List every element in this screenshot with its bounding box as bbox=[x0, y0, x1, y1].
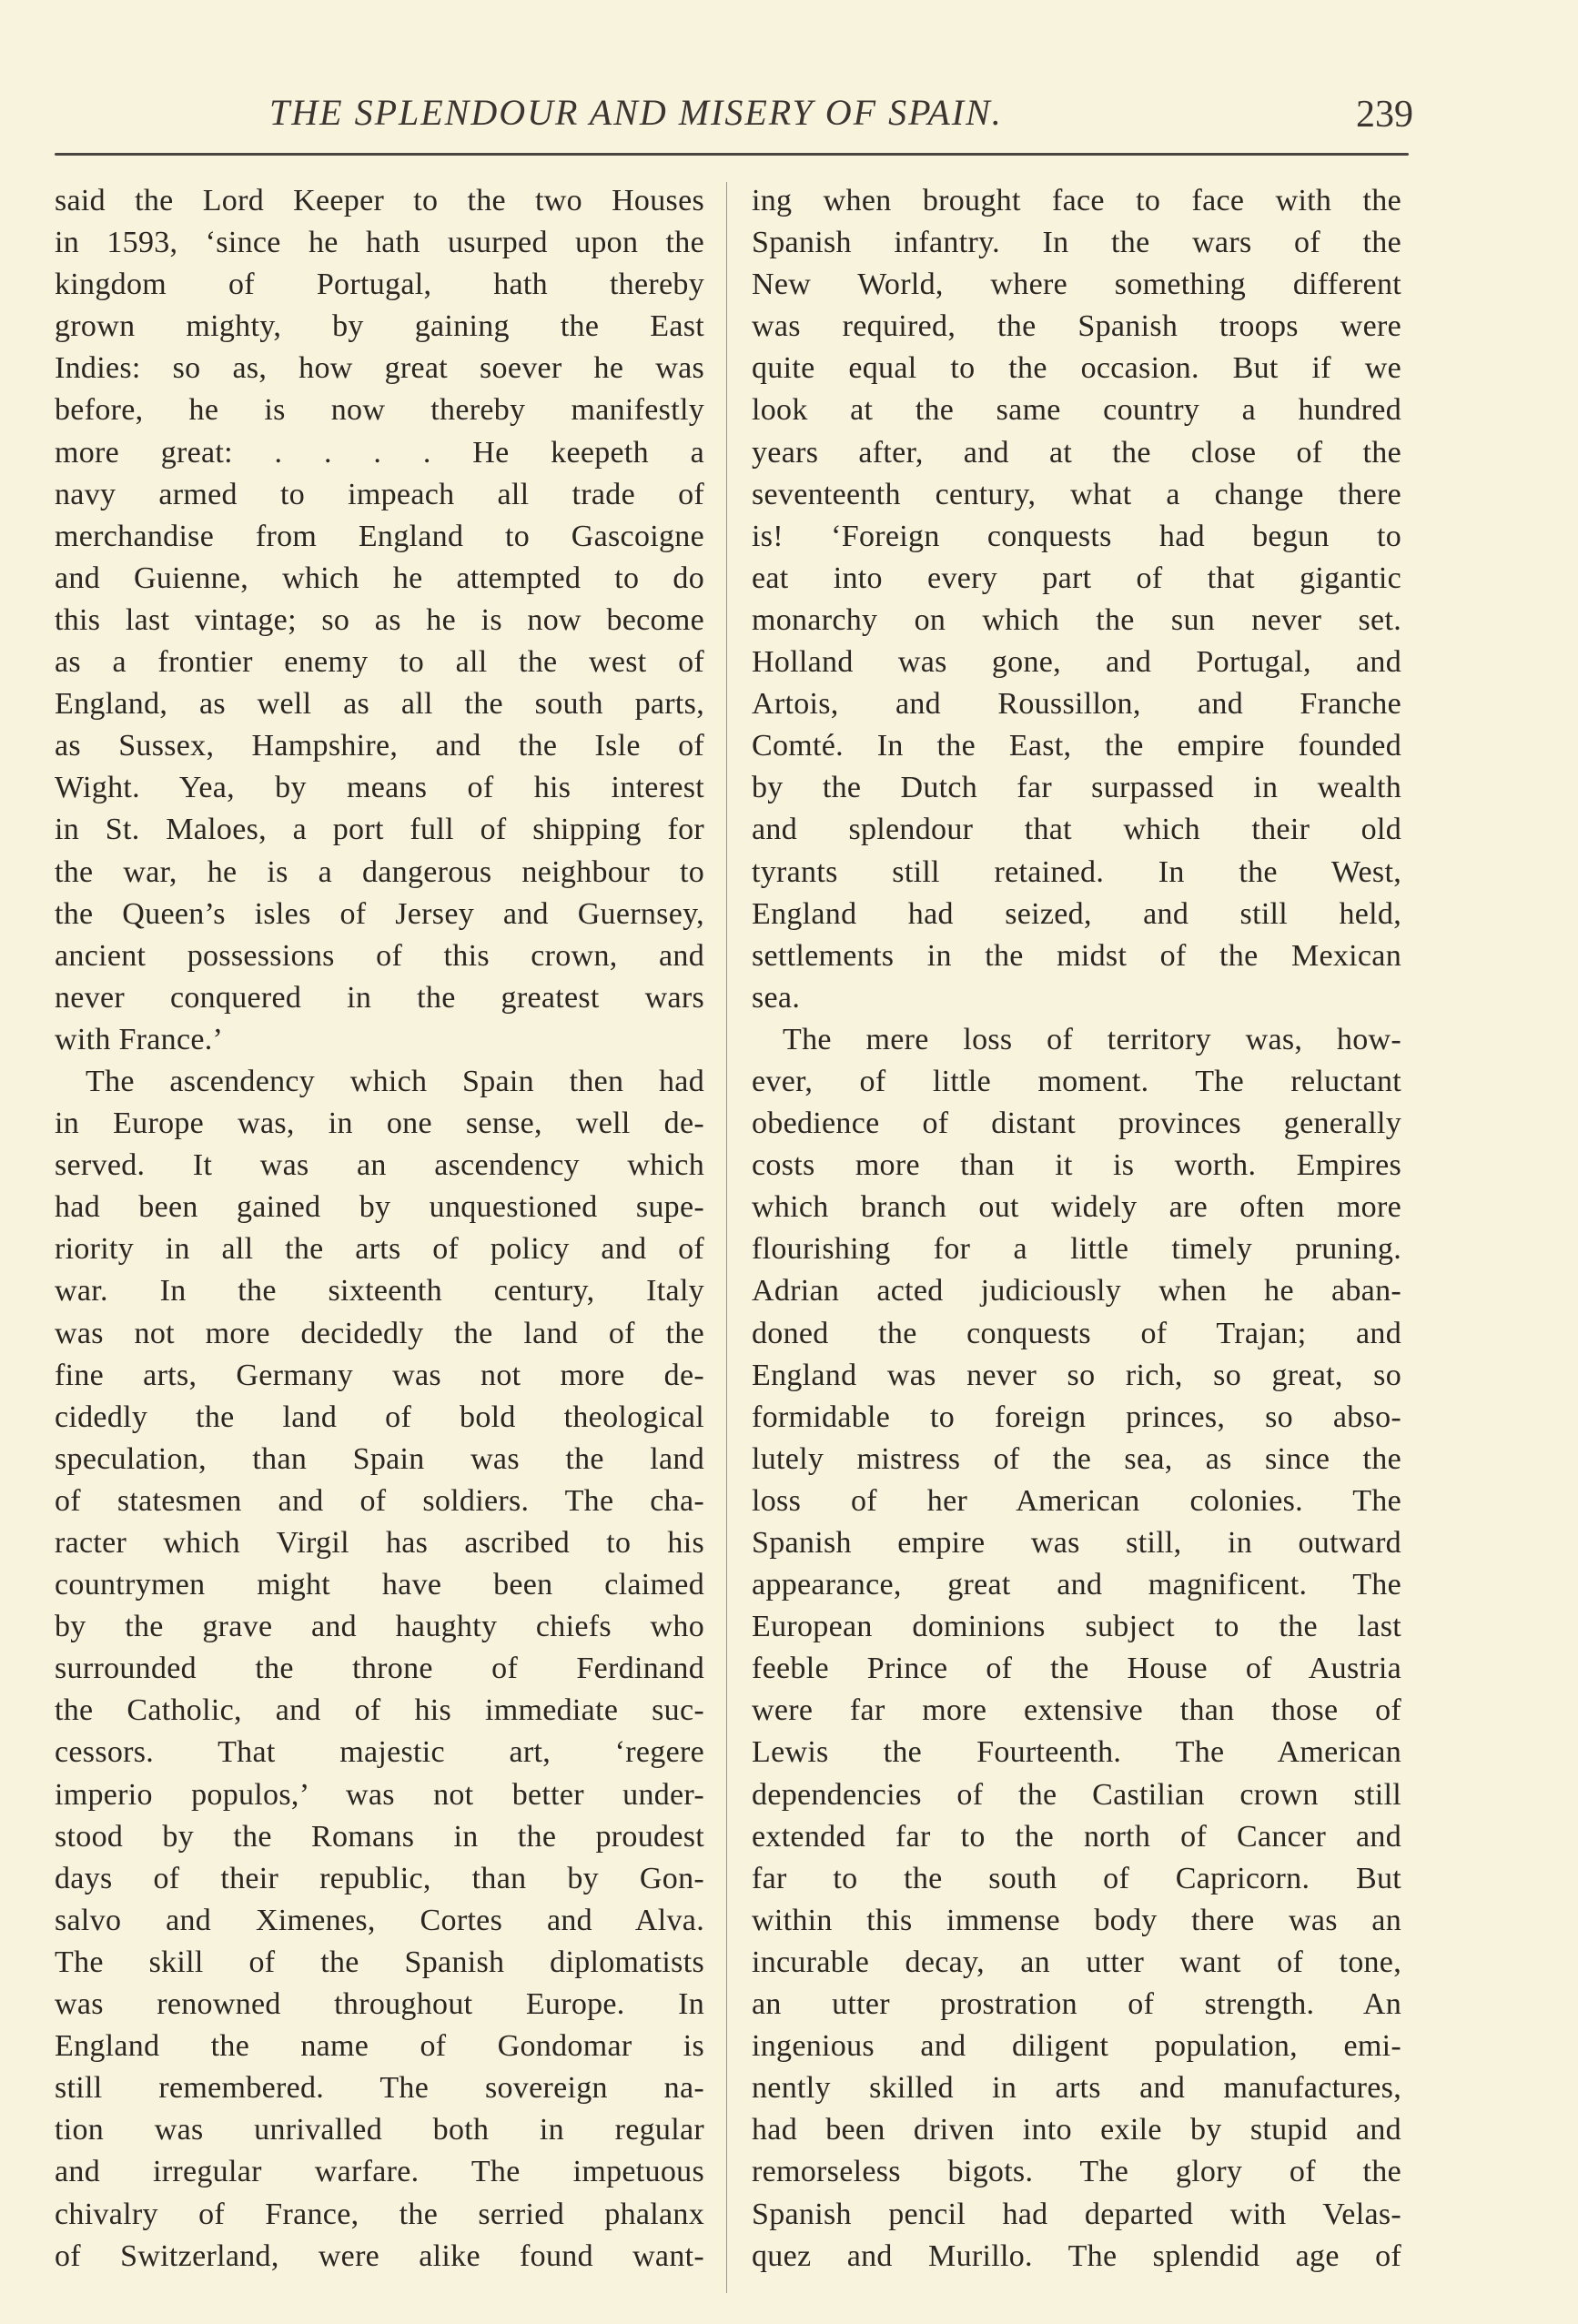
text-line: before, he is now thereby manifestly bbox=[55, 393, 704, 428]
text-line: navy armed to impeach all trade of bbox=[55, 477, 704, 511]
text-line: in 1593, ‘since he hath usurped upon the bbox=[55, 226, 704, 260]
text-line: still remembered. The sovereign na- bbox=[55, 2071, 704, 2106]
text-line: monarchy on which the sun never set. bbox=[752, 602, 1401, 637]
text-line: lutely mistress of the sea, as since the bbox=[752, 1441, 1401, 1476]
text-line: obedience of distant provinces generally bbox=[752, 1106, 1401, 1141]
text-line: tion was unrivalled both in regular bbox=[55, 2113, 704, 2147]
text-line: far to the south of Capricorn. But bbox=[752, 1861, 1401, 1895]
right-column bbox=[752, 180, 1401, 2278]
text-line: war. In the sixteenth century, Italy bbox=[55, 1274, 704, 1309]
text-line: the Queen’s isles of Jersey and Guernsey, bbox=[55, 896, 704, 931]
text-line: loss of her American colonies. The bbox=[752, 1483, 1401, 1518]
text-line: Spanish empire was still, in outward bbox=[752, 1526, 1401, 1560]
text-line: was required, the Spanish troops were bbox=[752, 309, 1401, 344]
text-line: within this immense body there was an bbox=[752, 1903, 1401, 1937]
header-rule bbox=[55, 153, 1409, 156]
text-line: speculation, than Spain was the land bbox=[55, 1441, 704, 1476]
text-line: flourishing for a little timely pruning. bbox=[752, 1232, 1401, 1267]
text-line: tyrants still retained. In the West, bbox=[752, 854, 1401, 889]
text-line: quez and Murillo. The splendid age of bbox=[752, 2238, 1401, 2273]
text-line: and Guienne, which he attempted to do bbox=[55, 561, 704, 595]
text-line: was not more decidedly the land of the bbox=[55, 1316, 704, 1350]
text-line: Lewis the Fourteenth. The American bbox=[752, 1735, 1401, 1770]
text-line: salvo and Ximenes, Cortes and Alva. bbox=[55, 1903, 704, 1937]
left-column bbox=[55, 180, 704, 2278]
text-line: incurable decay, an utter want of tone, bbox=[752, 1945, 1401, 1979]
text-line: stood by the Romans in the proudest bbox=[55, 1819, 704, 1854]
text-line: cessors. That majestic art, ‘regere bbox=[55, 1735, 704, 1770]
text-line: The skill of the Spanish diplomatists bbox=[55, 1945, 704, 1979]
text-line: with France.’ bbox=[55, 1022, 224, 1056]
text-line: settlements in the midst of the Mexican bbox=[752, 938, 1401, 973]
text-line: Indies: so as, how great soever he was bbox=[55, 351, 704, 386]
text-line: extended far to the north of Cancer and bbox=[752, 1819, 1401, 1854]
text-line: countrymen might have been claimed bbox=[55, 1568, 704, 1602]
text-line: sea. bbox=[752, 980, 801, 1015]
text-line: formidable to foreign princes, so abso- bbox=[752, 1399, 1401, 1434]
column-divider bbox=[726, 182, 727, 2293]
running-head bbox=[0, 91, 1578, 146]
text-line: an utter prostration of strength. An bbox=[752, 1987, 1401, 2022]
text-line: racter which Virgil has ascribed to his bbox=[55, 1526, 704, 1560]
text-line: in St. Maloes, a port full of shipping for bbox=[55, 813, 704, 847]
text-line: England was never so rich, so great, so bbox=[752, 1358, 1401, 1392]
text-line: England, as well as all the south parts, bbox=[55, 687, 704, 722]
text-line: cidedly the land of bold theological bbox=[55, 1399, 704, 1434]
text-line: ing when brought face to face with the bbox=[752, 184, 1401, 217]
text-line: kingdom of Portugal, hath thereby bbox=[55, 268, 704, 302]
text-line: ancient possessions of this crown, and bbox=[55, 938, 704, 973]
text-line: England the name of Gondomar is bbox=[55, 2029, 704, 2064]
text-line: Wight. Yea, by means of his interest bbox=[55, 771, 704, 805]
text-line: and irregular warfare. The impetuous bbox=[55, 2155, 704, 2189]
text-line: European dominions subject to the last bbox=[752, 1610, 1401, 1644]
text-line: Comté. In the East, the empire founded bbox=[752, 729, 1401, 763]
text-line: of Switzerland, were alike found want- bbox=[55, 2238, 704, 2273]
text-line: had been gained by unquestioned supe- bbox=[55, 1190, 704, 1225]
text-line: the war, he is a dangerous neighbour to bbox=[55, 854, 704, 889]
text-line: years after, and at the close of the bbox=[752, 435, 1401, 470]
text-line: fine arts, Germany was not more de- bbox=[55, 1358, 704, 1392]
text-line: grown mighty, by gaining the East bbox=[55, 309, 704, 344]
text-line: as a frontier enemy to all the west of bbox=[55, 645, 704, 680]
text-line: riority in all the arts of policy and of bbox=[55, 1232, 704, 1267]
text-line: is! ‘Foreign conquests had begun to bbox=[752, 519, 1401, 553]
text-line: costs more than it is worth. Empires bbox=[752, 1148, 1401, 1183]
text-line: which branch out widely are often more bbox=[752, 1190, 1401, 1225]
text-line: were far more extensive than those of bbox=[752, 1693, 1401, 1728]
text-line: the Catholic, and of his immediate suc- bbox=[55, 1693, 704, 1728]
text-line: Holland was gone, and Portugal, and bbox=[752, 645, 1401, 680]
text-line: merchandise from England to Gascoigne bbox=[55, 519, 704, 553]
text-line: had been driven into exile by stupid and bbox=[752, 2113, 1401, 2147]
text-line: more great: . . . . He keepeth a bbox=[55, 435, 704, 470]
text-line: as Sussex, Hampshire, and the Isle of bbox=[55, 729, 704, 763]
page-number: 239 bbox=[1356, 94, 1413, 136]
text-line: Spanish pencil had departed with Velas- bbox=[752, 2197, 1401, 2231]
text-line: remorseless bigots. The glory of the bbox=[752, 2155, 1401, 2189]
text-line: said the Lord Keeper to the two Houses bbox=[55, 184, 704, 217]
text-line: quite equal to the occasion. But if we bbox=[752, 351, 1401, 386]
text-line: this last vintage; so as he is now become bbox=[55, 602, 704, 637]
text-line: dependencies of the Castilian crown still bbox=[752, 1777, 1401, 1812]
running-title: THE SPLENDOUR AND MISERY OF SPAIN. bbox=[269, 92, 1003, 133]
text-line: chivalry of France, the serried phalanx bbox=[55, 2197, 704, 2231]
text-line: and splendour that which their old bbox=[752, 813, 1401, 847]
text-line: imperio populos,’ was not better under- bbox=[55, 1777, 704, 1812]
text-line: The ascendency which Spain then had bbox=[86, 1064, 704, 1098]
text-line: ever, of little moment. The reluctant bbox=[752, 1064, 1401, 1098]
text-line: Adrian acted judiciously when he aban- bbox=[752, 1274, 1401, 1309]
text-line: New World, where something different bbox=[752, 268, 1401, 302]
text-line: never conquered in the greatest wars bbox=[55, 980, 704, 1015]
text-line: doned the conquests of Trajan; and bbox=[752, 1316, 1401, 1350]
text-line: appearance, great and magnificent. The bbox=[752, 1568, 1401, 1602]
text-line: surrounded the throne of Ferdinand bbox=[55, 1652, 704, 1686]
text-line: by the Dutch far surpassed in wealth bbox=[752, 771, 1401, 805]
text-line: The mere loss of territory was, how- bbox=[783, 1022, 1401, 1056]
text-line: days of their republic, than by Gon- bbox=[55, 1861, 704, 1895]
text-line: Spanish infantry. In the wars of the bbox=[752, 226, 1401, 260]
text-line: ingenious and diligent population, emi- bbox=[752, 2029, 1401, 2064]
text-line: England had seized, and still held, bbox=[752, 896, 1401, 931]
text-line: Artois, and Roussillon, and Franche bbox=[752, 687, 1401, 722]
text-line: eat into every part of that gigantic bbox=[752, 561, 1401, 595]
text-line: by the grave and haughty chiefs who bbox=[55, 1610, 704, 1644]
text-line: was renowned throughout Europe. In bbox=[55, 1987, 704, 2022]
text-line: of statesmen and of soldiers. The cha- bbox=[55, 1483, 704, 1518]
text-line: in Europe was, in one sense, well de- bbox=[55, 1106, 704, 1141]
text-line: feeble Prince of the House of Austria bbox=[752, 1652, 1401, 1686]
text-line: look at the same country a hundred bbox=[752, 393, 1401, 428]
text-line: nently skilled in arts and manufactures, bbox=[752, 2071, 1401, 2106]
text-line: seventeenth century, what a change there bbox=[752, 477, 1401, 511]
text-line: served. It was an ascendency which bbox=[55, 1148, 704, 1183]
